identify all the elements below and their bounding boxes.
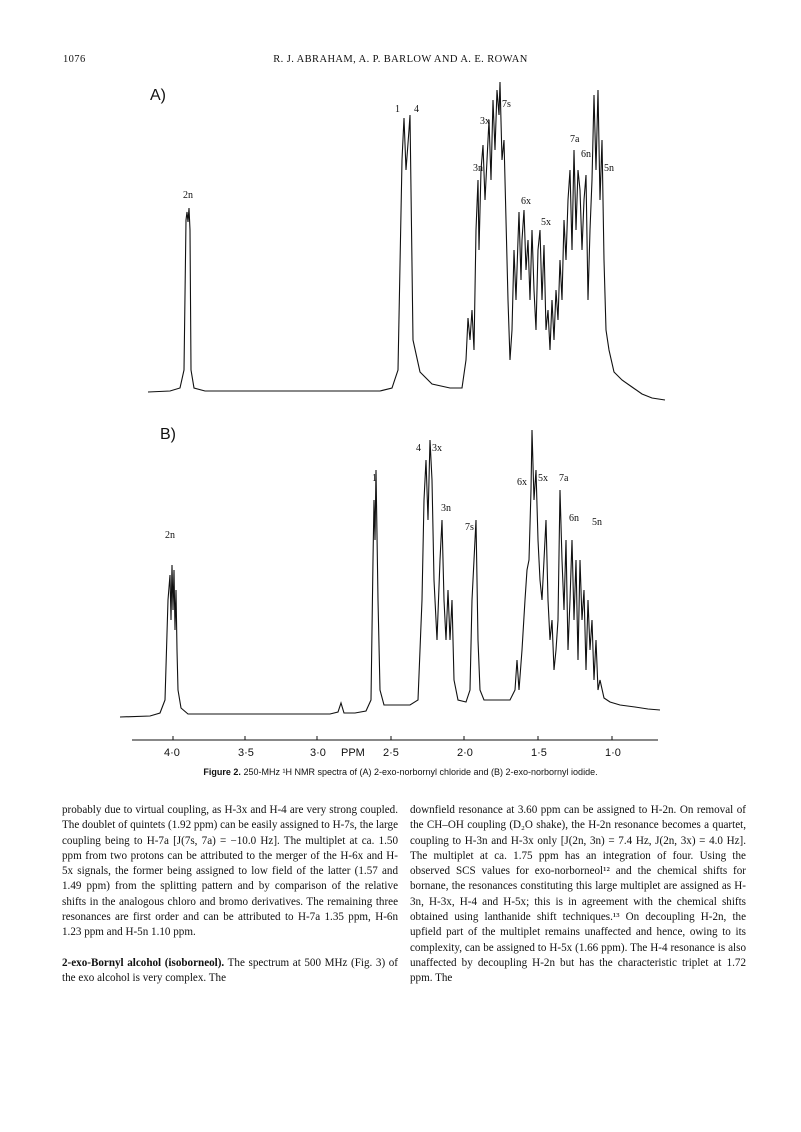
- peak-b-3x: 3x: [432, 443, 442, 454]
- page-number: 1076: [63, 54, 86, 65]
- running-head-authors: R. J. ABRAHAM, A. P. BARLOW AND A. E. ROWAN: [273, 54, 528, 65]
- left-paragraph-1: probably due to virtual coupling, as H-3x and H-4 are very strong coupled. The doublet of quintets (1.92 ppm) can be easily assigned to H-7s, the large coupling being to H-7a [J(7s, 7a) = −10.0 Hz]. The multiplet at ca. 1.50 ppm from two protons can be attributed to the merger of the H-6x and H-5x signals, the former being assigned to low field of the latter (1.57 and 1.49 ppm) from the splitting pattern and by comparison of the relative shifts in the analogous chloro and bromo derivatives. The remaining three resonances are first order and can be attributed to H-7a 1.35 ppm, H-6n 1.23 ppm and H-5n 1.10 ppm.: [62, 804, 398, 939]
- figure-caption: [0, 767, 801, 777]
- panel-b-label: B): [160, 426, 176, 443]
- section-heading-isoborneol: 2-exo-Bornyl alcohol (isoborneol).: [62, 956, 225, 969]
- peak-a-7a: 7a: [570, 134, 580, 145]
- left-paragraph-2-text: The spectrum at 500 MHz (Fig. 3) of the exo alcohol is very complex. The: [62, 956, 399, 984]
- axis-tick-1-0: 1·0: [605, 747, 621, 759]
- peak-b-7s: 7s: [465, 522, 474, 533]
- axis-unit-ppm: PPM: [341, 747, 365, 759]
- peak-b-5x: 5x: [538, 473, 548, 484]
- left-text-column: [62, 803, 398, 986]
- axis-tick-4-0: 4·0: [164, 747, 180, 759]
- peak-a-5x: 5x: [541, 217, 551, 228]
- ppm-axis-ticks: [173, 736, 612, 740]
- right-paragraph-1: downfield resonance at 3.60 ppm can be assigned to H-2n. On removal of the CH–OH coupling (D₂O shake), the H-2n resonance becomes a quartet, coupling to H-3n and H-3x only [J(2n, 3n) = 7.4 Hz, J(2n, 3x) = 4.0 Hz]. The multiplet at ca. 1.75 ppm has an integration of four. Using the observed SCS values for exo-norborneol¹² and the chemical shifts for bornane, the resonances constituting this large multiplet are assigned as H-3n, H-3x, H-4 and H-5x; this is in agreement with the chemical shifts obtained using lanthanide shift techniques.¹³ On decoupling H-2n, the upfield part of the multiplet remains unaffected and hence, owing to its complexity, can be assigned to H-5x (1.66 ppm). The H-4 resonance is also unaffected by decoupling H-2n but has the characteristic triplet at 1.72 ppm. The: [410, 804, 746, 985]
- peak-a-3n: 3n: [473, 163, 483, 174]
- peak-b-3n: 3n: [441, 503, 451, 514]
- peak-a-3x: 3x: [480, 116, 490, 127]
- peak-a-1: 1: [395, 104, 400, 115]
- peak-b-7a: 7a: [559, 473, 569, 484]
- peak-a-6n: 6n: [581, 149, 591, 160]
- axis-tick-3-0: 3·0: [310, 747, 326, 759]
- peak-a-6x: 6x: [521, 196, 531, 207]
- peak-b-1: 1: [372, 473, 377, 484]
- peak-b-6x: 6x: [517, 477, 527, 488]
- peak-a-4: 4: [414, 104, 419, 115]
- peak-a-5n: 5n: [604, 163, 614, 174]
- spectrum-b-trace: [120, 430, 660, 717]
- figure-caption-label: Figure 2.: [203, 767, 241, 777]
- right-text-column: [410, 803, 746, 987]
- left-paragraph-2: [62, 956, 398, 987]
- peak-a-7s: 7s: [502, 99, 511, 110]
- axis-tick-1-5: 1·5: [531, 747, 547, 759]
- axis-tick-2-5: 2·5: [383, 747, 399, 759]
- peak-b-6n: 6n: [569, 513, 579, 524]
- spectrum-a-trace: [148, 82, 665, 400]
- peak-b-2n: 2n: [165, 530, 175, 541]
- peak-b-5n: 5n: [592, 517, 602, 528]
- panel-a-label: A): [150, 87, 166, 104]
- axis-tick-2-0: 2·0: [457, 747, 473, 759]
- peak-a-2n: 2n: [183, 190, 193, 201]
- peak-b-4: 4: [416, 443, 421, 454]
- axis-tick-3-5: 3·5: [238, 747, 254, 759]
- figure-caption-text: 250-MHz ¹H NMR spectra of (A) 2-exo-norbornyl chloride and (B) 2-exo-norbornyl iodide.: [243, 767, 598, 777]
